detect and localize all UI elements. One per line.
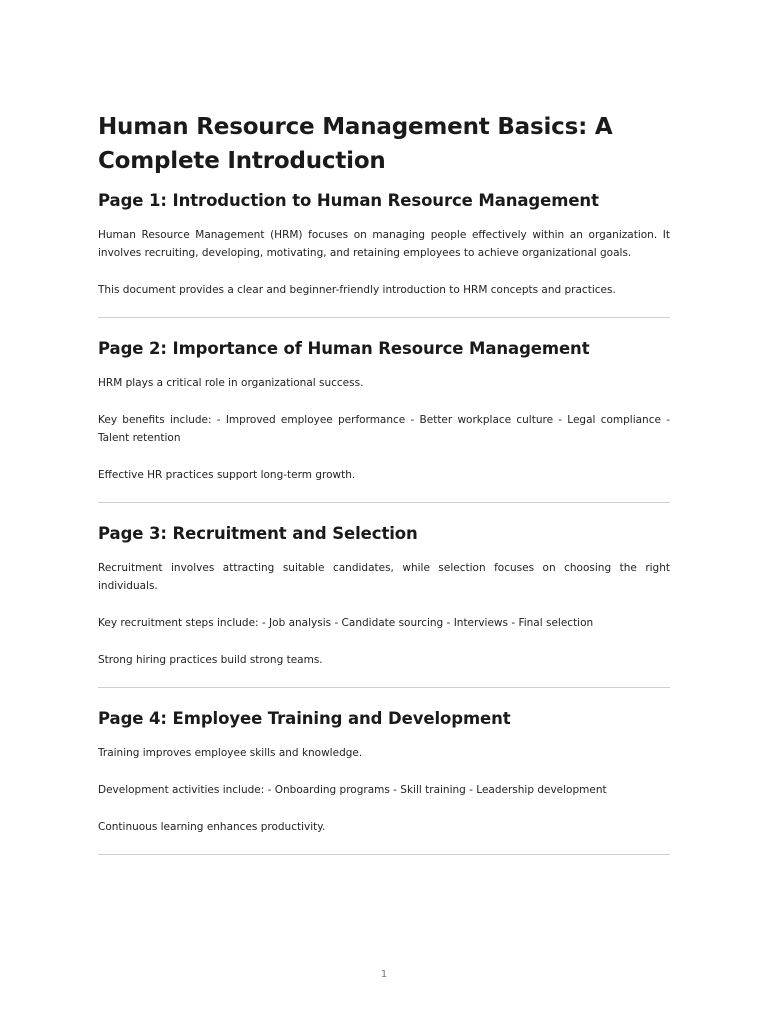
paragraph: Recruitment involves attracting suitable candidates, while selection focuses on choosing the right individuals.: [98, 562, 670, 592]
section-3: [98, 523, 670, 688]
paragraph: Continuous learning enhances productivity.: [98, 821, 326, 833]
document-page: [98, 110, 670, 875]
section-divider: [98, 317, 670, 318]
paragraph: Key recruitment steps include: - Job analysis - Candidate sourcing - Interviews - Final selection: [98, 617, 594, 629]
section-4: [98, 708, 670, 855]
section-heading: Page 3: Recruitment and Selection: [98, 524, 418, 543]
paragraph: Development activities include: - Onboarding programs - Skill training - Leadership development: [98, 784, 607, 796]
paragraph: Human Resource Management (HRM) focuses on managing people effectively within an organization. It involves recruiting, developing, motivating, and retaining employees to achieve organizational goals.: [98, 229, 670, 259]
section-heading: Page 1: Introduction to Human Resource Management: [98, 191, 599, 210]
paragraph: HRM plays a critical role in organizational success.: [98, 377, 364, 389]
page-number: 1: [380, 969, 388, 980]
document-title: Human Resource Management Basics: A Complete Introduction: [98, 114, 613, 174]
section-divider: [98, 502, 670, 503]
paragraph: Effective HR practices support long-term growth.: [98, 469, 356, 481]
section-divider: [98, 854, 670, 855]
section-heading: Page 4: Employee Training and Development: [98, 709, 511, 728]
section-2: [98, 338, 670, 503]
paragraph: Training improves employee skills and knowledge.: [98, 747, 363, 759]
section-1: [98, 190, 670, 318]
section-heading: Page 2: Importance of Human Resource Management: [98, 339, 590, 358]
paragraph: Key benefits include: - Improved employee performance - Better workplace culture - Legal compliance - Talent retention: [98, 414, 670, 444]
section-divider: [98, 687, 670, 688]
paragraph: Strong hiring practices build strong teams.: [98, 654, 323, 666]
paragraph: This document provides a clear and beginner-friendly introduction to HRM concepts and practices.: [98, 284, 616, 296]
